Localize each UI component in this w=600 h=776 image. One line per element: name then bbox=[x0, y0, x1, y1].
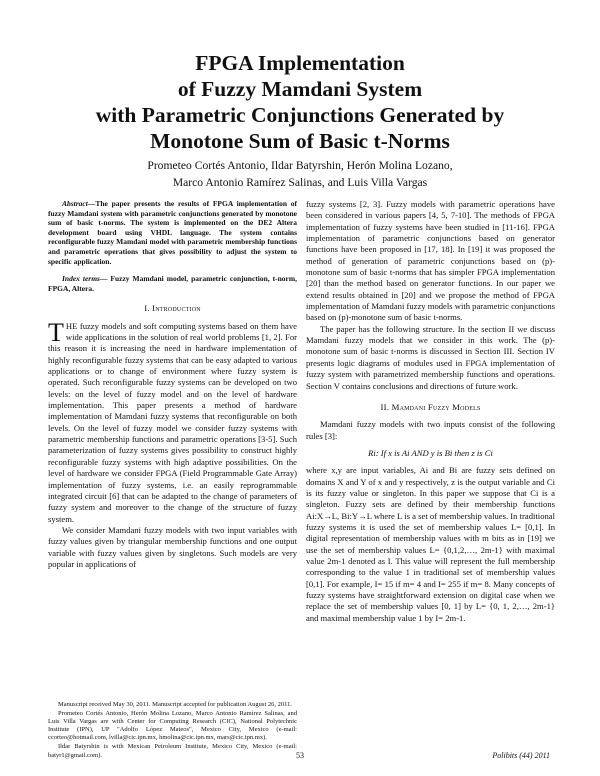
intro-paragraph-2: We consider Mamdani fuzzy models with two input variables with fuzzy values given by triangular membership functions and one output variable with fuzzy values given by singletons. Such models are very popular in applications of bbox=[48, 524, 297, 569]
drop-cap: T bbox=[48, 317, 64, 347]
author-list bbox=[60, 157, 540, 191]
footnote-affiliation-2: Ildar Batyrshin is with Mexican Petroleum Institute, Mexico City, Mexico (e-mail: batyr1@gmail.com). bbox=[48, 743, 297, 759]
footnote-received: Manuscript received May 30, 2011. Manuscript accepted for publication August 26, 2011. bbox=[58, 701, 293, 708]
right-column bbox=[306, 199, 555, 624]
index-terms bbox=[48, 274, 297, 293]
abstract-text: —The paper presents the results of FPGA implementation of fuzzy Mamdani system with parametric conjunctions generated by monotone sum of basic t-norms. The system is implemented on the DE2 Altera development board using VHDL language. The system contains reconfigurable fuzzy Mamdani model with parametric membership functions and parametric operations that gives possibility to adjust the system to specific application. bbox=[48, 199, 297, 266]
authors-line-1: Prometeo Cortés Antonio, Ildar Batyrshin, Herón Molina Lozano, bbox=[147, 159, 453, 172]
section-2-title: Mamdani Fuzzy Models bbox=[391, 401, 481, 412]
left-column bbox=[48, 199, 297, 570]
abstract bbox=[48, 199, 297, 266]
title-line: FPGA Implementation bbox=[195, 51, 405, 75]
title-line: of Fuzzy Mamdani System bbox=[177, 77, 423, 101]
paper-title bbox=[60, 50, 540, 154]
intro-paragraph-1 bbox=[48, 317, 297, 525]
abstract-label: Abstract bbox=[62, 199, 88, 208]
section-1-numeral: I. bbox=[144, 303, 150, 314]
intro-paragraph-3: fuzzy systems [2, 3]. Fuzzy models with parametric operations have been considered in various papers [4, 5, 7-10]. The methods of FPGA implementation of fuzzy systems have been studied in [11-16]. FPGA implementation of parametric conjunctions based on generator functions have been proposed in [17, 18]. In [19] it was proposed the method of generation of parametric conjunctions based on (p)-monotone sum of basic t-norms that has simpler FPGA implementation [20] than the method based on generator functions. In our paper we extend results obtained in [20] and we propose the method of FPGA implementation of Mamdani fuzzy models with parametric conjunctions based on (p)-monotone sum of basic t-norms. bbox=[306, 199, 555, 323]
section-2-numeral: II. bbox=[380, 401, 390, 412]
intro-paragraph-1-text: HE fuzzy models and soft computing systems based on them have wide applications in the solution of real world problems [1, 2]. For this reason it is increasing the need in hardware implementation of highly reconfigurable fuzzy systems that can be easy adapted to various applications or to change of environment where fuzzy system is operated. Such reconfigurable fuzzy systems can be developed on two levels: on the level of fuzzy model and on the level of hardware implementation. This paper presents a method of hardware implementation of Mamdani fuzzy systems that reconfigurable on both levels. On the level of fuzzy model we consider fuzzy systems with parametric membership functions and parametric operations [3-5]. Such parameterization of fuzzy systems gives possibility to construct highly reconfigurable fuzzy systems with high adaptive possibilities. On the level of hardware we consider FPGA (Field Programmable Gate Array) implementation of fuzzy systems, i.e. an easily reprogrammable integrated circuit [6] that can be adapted to the change of parameters of fuzzy system and moreover to the change of the structure of fuzzy system. bbox=[48, 320, 297, 524]
authors-line-2: Marco Antonio Ramírez Salinas, and Luis Villa Vargas bbox=[172, 176, 428, 189]
title-line: Monotone Sum of Basic t-Norms bbox=[150, 129, 450, 153]
title-line: with Parametric Conjunctions Generated by bbox=[95, 103, 505, 127]
footnotes bbox=[48, 701, 297, 761]
footnote-affiliation-1: Prometeo Cortés Antonio, Herón Molina Lozano, Marco Antonio Ramírez Salinas, and Luis Villa Vargas are with Center for Computing Research (CIC), National Polytechnic Institute (IPN), UP "Adolfo López Mateos", Mexico City, Mexico (e-mail: ccorteo@hotmail.com, lvilla@cic.ipn.mx, hmolina@cic.ipn.mx, mars@cic.ipn.mx). bbox=[48, 710, 297, 742]
index-terms-label: Index terms bbox=[62, 274, 100, 284]
section-1-heading bbox=[48, 303, 297, 314]
journal-footer: Polibits (44) 2011 bbox=[492, 751, 550, 760]
section-2-paragraph: where x,y are input variables, Ai and Bi are fuzzy sets defined on domains X and Y of x and y respectively, z is the output variable and Ci is its fuzzy value or singleton. In this paper we suppose that Ci is a singleton. Fuzzy sets are defined by their membership functions Ai:X→L, Bi:Y→L where L is a set of membership values. In traditional fuzzy systems it is used the set of membership values L= [0,1]. In digital representation of membership values with m bits as in [19] we use the set of membership values L= {0,1,2,…, 2m-1} with maximal value 2m-1 denoted as I. This value will represent the full membership corresponding to the value 1 in traditional set of membership values [0,1]. For example, I= 15 if m= 4 and I= 255 if m= 8. Many concepts of fuzzy systems have straightforward extension on digital case when we replace the set of membership values [0, 1] by L= {0, 1, 2,…, 2m-1} and maximal membership value 1 by I= 2m-1. bbox=[306, 465, 555, 623]
page-number: 53 bbox=[296, 751, 304, 760]
section-2-intro: Mamdani fuzzy models with two inputs consist of the following rules [3]: bbox=[306, 419, 555, 441]
section-1-title: Introduction bbox=[152, 303, 201, 314]
rule-formula: Ri: If x is Ai AND y is Bi then z is Ci bbox=[368, 447, 493, 458]
index-terms-text: — Fuzzy Mamdani model, parametric conjunction, t-norm, FPGA, Altera. bbox=[48, 274, 297, 293]
intro-paragraph-4: The paper has the following structure. In the section II we discuss Mamdani fuzzy models that we consider in this work. The (p)-monotone sum of basic t-norms is discussed in Section III. Section IV presents logic diagrams of modules used in FPGA implementation of fuzzy system with parametrized membership functions and operations. Section V contains conclusions and directions of future work. bbox=[306, 323, 555, 391]
section-2-heading bbox=[306, 402, 555, 413]
